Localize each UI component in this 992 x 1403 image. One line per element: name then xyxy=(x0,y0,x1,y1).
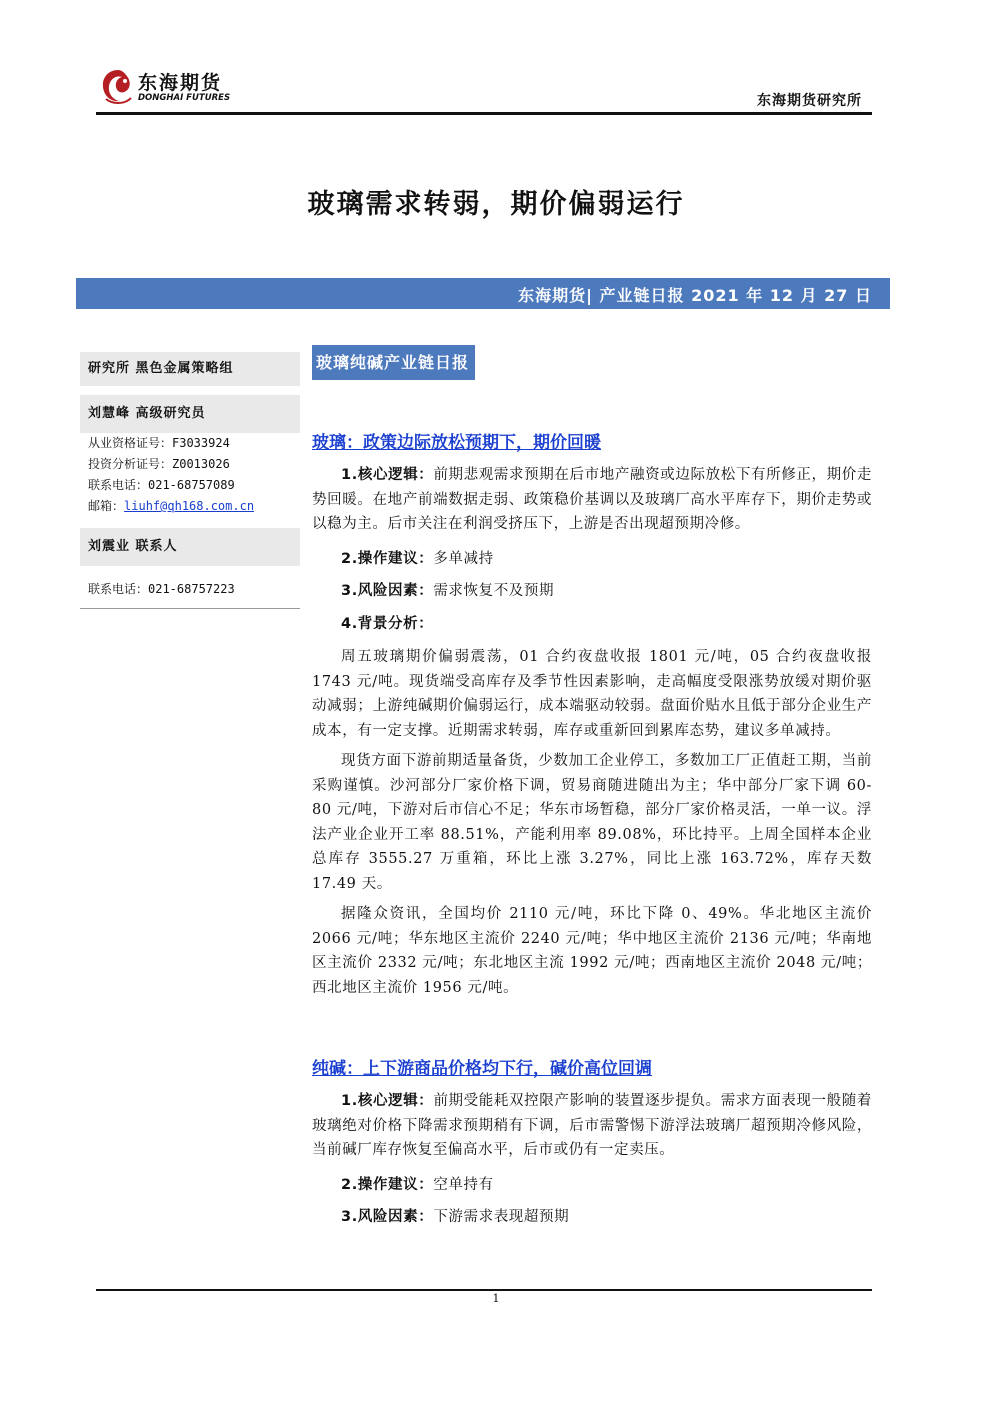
soda-operation xyxy=(312,1173,872,1198)
footer-divider xyxy=(96,1289,872,1291)
dragon-logo-icon xyxy=(98,66,138,106)
report-title: 玻璃需求转弱，期价偏弱运行 xyxy=(307,189,685,220)
qualification-number: 从业资格证号：F3033924 xyxy=(88,436,230,450)
page-number: 1 xyxy=(492,1292,500,1305)
report-banner xyxy=(76,278,890,309)
glass-risk xyxy=(312,579,872,604)
glass-bg-paragraph-3: 据隆众资讯，全国均价 2110 元/吨，环比下降 0、49%。华北地区主流价 2066 元/吨；华东地区主流价 2240 元/吨；华中地区主流价 2136 元/吨；华南地区主流价 2332 元/吨；东北地区主流 1992 元/吨；西南地区主流价 2048 元/吨；西北地区主流价 1956 元/吨。 xyxy=(312,906,872,996)
glass-core-text: 前期悲观需求预期在后市地产融资或边际放松下有所修正，期价走势回暖。在地产前端数据走弱、政策稳价基调以及玻璃厂高水平库存下，期价走势或以稳为主。后市关注在利润受挤压下，上游是否出现超预期冷修。 xyxy=(312,467,872,532)
soda-risk-text: 下游需求表现超预期 xyxy=(433,1209,570,1225)
email-label: 邮箱： xyxy=(88,499,125,513)
investment-license-number: 投资分析证号：Z0013026 xyxy=(88,457,230,471)
logo-english-name: DONGHAI FUTURES xyxy=(138,93,231,103)
analyst-email xyxy=(80,496,300,517)
banner-text: 东海期货| 产业链日报 2021 年 12 月 27 日 xyxy=(518,286,872,305)
glass-bg-label: 4.背景分析： xyxy=(341,615,434,632)
company-logo xyxy=(98,66,231,110)
glass-bg-paragraph-1: 周五玻璃期价偏弱震荡，01 合约夜盘收报 1801 元/吨，05 合约夜盘收报 1743 元/吨。现货端受高库存及季节性因素影响，走高幅度受限涨势放缓对期价驱动减弱；上游纯碱期价偏弱运行，成本端驱动较弱。盘面价贴水且低于部分企业生产成本，有一定支撑。近期需求转弱，库存或重新回到累库态势，建议多单减持。 xyxy=(312,649,872,739)
report-body xyxy=(312,345,872,1230)
department-label: 研究所 黑色金属策略组 xyxy=(80,352,300,386)
glass-op-text: 多单减持 xyxy=(433,550,494,567)
soda-section-heading[interactable]: 纯碱：上下游商品价格均下行，碱价高位回调 xyxy=(312,1059,652,1079)
glass-bg-paragraph-2: 现货方面下游前期适量备货，少数加工企业停工，多数加工厂正值赶工期，当前采购谨慎。沙河部分厂家价格下调，贸易商随进随出为主；华中部分厂家下调 60-80 元/吨，下游对后市信心不足；华东市场暂稳，部分厂家价格灵活，一单一议。浮法产业企业开工率 88.51%，产能利用率 89.08%，环比持平。上周全国样本企业总库存 3555.27 万重箱，环比上涨 3.27%，同比上涨 163.72%，库存天数 17.49 天。 xyxy=(312,753,872,892)
soda-core-text: 前期受能耗双控限产影响的装置逐步提负。需求方面表现一般随着玻璃绝对价格下降需求预期稍有下调，后市需警惕下游浮法玻璃厂超预期冷修风险，当前碱厂库存恢复至偏高水平，后市或仍有一定卖压。 xyxy=(312,1093,872,1158)
author-sidebar xyxy=(80,352,300,609)
glass-core-logic xyxy=(312,463,872,537)
soda-risk-label: 3.风险因素： xyxy=(341,1209,434,1225)
contact-name: 刘震业 联系人 xyxy=(80,528,300,566)
glass-core-label: 1.核心逻辑： xyxy=(341,467,434,483)
glass-risk-text: 需求恢复不及预期 xyxy=(433,583,555,599)
soda-op-text: 空单持有 xyxy=(433,1176,494,1193)
soda-op-label: 2.操作建议： xyxy=(341,1176,434,1193)
soda-core-logic xyxy=(312,1089,872,1163)
sidebar-divider xyxy=(80,608,300,609)
glass-section-heading[interactable]: 玻璃：政策边际放松预期下，期价回暖 xyxy=(312,433,601,453)
email-link[interactable]: liuhf@qh168.com.cn xyxy=(124,499,255,513)
logo-chinese-name: 东海期货 xyxy=(138,72,223,94)
glass-operation xyxy=(312,547,872,572)
glass-risk-label: 3.风险因素： xyxy=(341,583,434,599)
analyst-phone: 联系电话：021-68757089 xyxy=(88,478,235,492)
analyst-name: 刘慧峰 高级研究员 xyxy=(80,395,300,433)
soda-core-label: 1.核心逻辑： xyxy=(341,1093,434,1109)
report-type-tag: 玻璃纯碱产业链日报 xyxy=(312,345,475,380)
glass-background xyxy=(312,612,872,637)
contact-phone: 联系电话：021-68757223 xyxy=(88,582,235,596)
glass-op-label: 2.操作建议： xyxy=(341,550,434,567)
institute-name: 东海期货研究所 xyxy=(757,93,862,109)
soda-risk xyxy=(312,1205,872,1230)
header-divider xyxy=(96,112,872,115)
